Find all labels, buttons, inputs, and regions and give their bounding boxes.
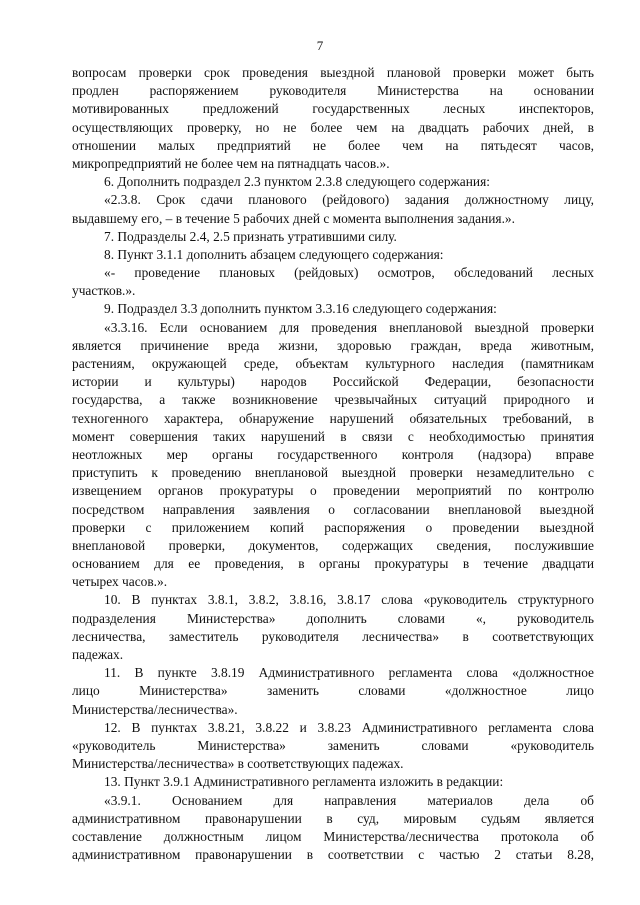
text-line: падежах. <box>72 647 124 662</box>
text-line: мотивированных предложений государственных лесных инспекторов, <box>72 101 594 117</box>
text-line: 12. В пунктах 3.8.21, 3.8.22 и 3.8.23 Административного регламента слова <box>104 719 594 735</box>
text-line: 10. В пунктах 3.8.1, 3.8.2, 3.8.16, 3.8.17 слова «руководитель структурного <box>104 592 594 608</box>
text-line: растениям, окружающей среде, объектам культурного наследия (памятникам <box>72 356 594 371</box>
text-line: микропредприятий не более чем на пятнадцать часов.». <box>72 155 390 171</box>
text-line: основанием для ее проведения, в органы прокуратуры в течение двадцати <box>72 556 594 572</box>
text-line: момент совершения таких нарушений в связи с необходимостью принятия <box>72 428 594 444</box>
text-line: 8. Пункт 3.1.1 дополнить абзацем следующего содержания: <box>104 246 444 262</box>
text-line: Министерства/лесничества». <box>72 701 238 717</box>
text-line: является причинение вреда жизни, здоровью граждан, вреда животным, <box>72 337 594 353</box>
text-line: «руководитель Министерства» заменить словами «руководитель <box>72 737 594 753</box>
text-line: осуществляющих проверку, но не более чем на двадцать рабочих дней, в <box>72 119 594 135</box>
text-line: проверки с приложением копий распоряжения о проведении выездной <box>72 519 594 535</box>
text-line: лесничества, заместитель руководителя лесничества» в соответствующих <box>72 628 594 644</box>
text-line: внеплановой проверки, документов, содержащих сведения, послужившие <box>72 537 594 553</box>
text-line: вопросам проверки срок проведения выездной плановой проверки может быть <box>72 65 594 80</box>
text-line: лицо Министерства» заменить словами «должностное лицо <box>72 683 594 699</box>
document-body <box>72 64 594 864</box>
text-line: административном правонарушении в соответствии с частью 2 статьи 8.28, <box>72 847 594 863</box>
text-line: Министерства/лесничества» в соответствующих падежах. <box>72 756 404 772</box>
text-line: 9. Подраздел 3.3 дополнить пунктом 3.3.16 следующего содержания: <box>104 301 497 317</box>
text-line: посредством направления заявления о согласовании внеплановой выездной <box>72 501 594 517</box>
text-line: «3.3.16. Если основанием для проведения внеплановой выездной проверки <box>104 319 594 335</box>
text-line: подразделения Министерства» дополнить словами «, руководитель <box>72 610 594 626</box>
text-line: участков.». <box>72 283 136 299</box>
text-line: неотложных мер органы государственного контроля (надзора) вправе <box>72 446 594 462</box>
text-line: четырех часов.». <box>72 574 168 590</box>
text-line: 6. Дополнить подраздел 2.3 пунктом 2.3.8 следующего содержания: <box>104 174 490 190</box>
text-line: «3.9.1. Основанием для направления материалов дела об <box>104 792 594 808</box>
text-line: 13. Пункт 3.9.1 Административного регламента изложить в редакции: <box>104 774 504 790</box>
text-line: отношении малых предприятий не более чем на пятьдесят часов, <box>72 137 594 153</box>
text-line: «- проведение плановых (рейдовых) осмотров, обследований лесных <box>104 265 594 281</box>
text-line: составление должностным лицом Министерства/лесничества протокола об <box>72 828 594 844</box>
page-number: 7 <box>316 38 324 53</box>
text-line: выдавшему его, – в течение 5 рабочих дней с момента выполнения задания.». <box>72 210 515 226</box>
text-line: техногенного характера, обнаружение нарушений обязательных требований, в <box>72 410 594 426</box>
text-line: извещением органов прокуратуры о проведении мероприятий по контролю <box>72 483 594 499</box>
text-line: 7. Подразделы 2.4, 2.5 признать утратившими силу. <box>104 228 397 244</box>
text-line: административном правонарушении в суд, мировым судьям является <box>72 810 594 826</box>
text-line: 11. В пункте 3.8.19 Административного регламента слова «должностное <box>104 665 594 681</box>
text-line: государства, а также возникновение чрезвычайных ситуаций природного и <box>72 392 594 408</box>
text-line: истории и культуры) народов Российской Федерации, безопасности <box>72 374 594 390</box>
text-line: «2.3.8. Срок сдачи планового (рейдового) задания должностному лицу, <box>104 192 594 208</box>
text-line: продлен распоряжением руководителя Министерства на основании <box>72 83 594 99</box>
text-line: приступить к проведению внеплановой выездной проверки незамедлительно с <box>72 465 594 481</box>
